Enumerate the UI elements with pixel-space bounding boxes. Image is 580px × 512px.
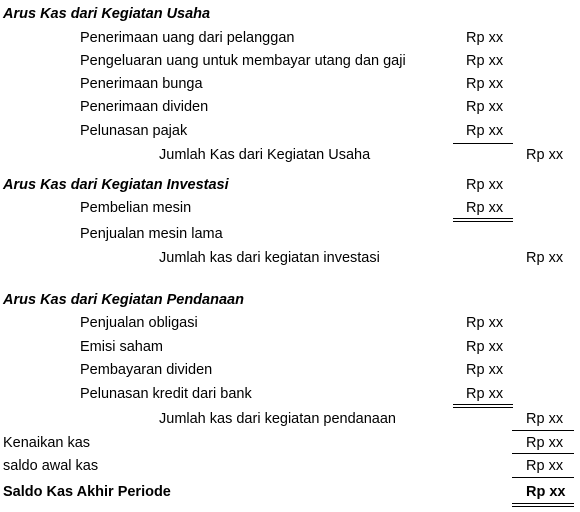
investing-title-amount: Rp xx [466, 177, 504, 193]
operating-item-amount: Rp xx [466, 30, 504, 46]
financing-total-amount: Rp xx [526, 411, 564, 427]
operating-item-amount: Rp xx [466, 99, 504, 115]
operating-item-label: Penerimaan uang dari pelanggan [80, 30, 295, 46]
investing-item-label: Pembelian mesin [80, 200, 192, 216]
operating-item-row [0, 51, 580, 71]
operating-item-label: Penerimaan bunga [80, 76, 203, 92]
financing-item-label: Emisi saham [80, 339, 163, 355]
investing-total-amount: Rp xx [526, 250, 564, 266]
increase-rule [512, 453, 574, 454]
investing-section-title: Arus Kas dari Kegiatan Investasi [3, 177, 229, 193]
financing-item-amount: Rp xx [466, 386, 504, 402]
investing-total-label: Jumlah kas dari kegiatan investasi [159, 250, 380, 266]
operating-item-amount: Rp xx [466, 53, 504, 69]
financing-subtotal-rule-top [453, 404, 513, 405]
financing-item-label: Pembayaran dividen [80, 362, 213, 378]
financing-item-label: Pelunasan kredit dari bank [80, 386, 252, 402]
operating-item-row [0, 121, 580, 141]
closing-balance-amount: Rp xx [526, 484, 566, 500]
increase-label: Kenaikan kas [3, 435, 91, 451]
financing-item-amount: Rp xx [466, 315, 504, 331]
investing-item-label: Penjualan mesin lama [80, 226, 223, 242]
financing-subtotal-rule-bottom [453, 407, 513, 408]
opening-balance-label: saldo awal kas [3, 458, 99, 474]
operating-item-amount: Rp xx [466, 123, 504, 139]
operating-item-row [0, 74, 580, 94]
operating-total-amount: Rp xx [526, 147, 564, 163]
financing-item-row [0, 360, 580, 380]
increase-row [0, 433, 580, 453]
financing-item-row [0, 337, 580, 357]
financing-item-amount: Rp xx [466, 339, 504, 355]
investing-subtotal-rule-top [453, 218, 513, 219]
financing-item-label: Penjualan obligasi [80, 315, 198, 331]
financing-total-label: Jumlah kas dari kegiatan pendanaan [159, 411, 396, 427]
closing-balance-row [0, 482, 580, 502]
operating-subtotal-rule [453, 143, 513, 144]
financing-item-row [0, 313, 580, 333]
opening-balance-row [0, 456, 580, 476]
operating-item-amount: Rp xx [466, 76, 504, 92]
operating-item-row [0, 28, 580, 48]
financing-section-title: Arus Kas dari Kegiatan Pendanaan [3, 292, 244, 308]
investing-total-row [0, 248, 580, 268]
increase-amount: Rp xx [526, 435, 564, 451]
operating-item-row [0, 97, 580, 117]
financing-item-amount: Rp xx [466, 362, 504, 378]
investing-item-row [0, 224, 580, 244]
closing-rule-bottom [512, 506, 574, 507]
closing-rule-top [512, 503, 574, 504]
operating-section-title: Arus Kas dari Kegiatan Usaha [3, 6, 211, 22]
financing-section-header [0, 290, 580, 310]
operating-item-label: Penerimaan dividen [80, 99, 209, 115]
summary-top-rule [512, 430, 574, 431]
operating-total-row [0, 145, 580, 165]
closing-balance-label: Saldo Kas Akhir Periode [3, 484, 171, 500]
operating-total-label: Jumlah Kas dari Kegiatan Usaha [159, 147, 371, 163]
investing-item-row [0, 198, 580, 218]
investing-section-header [0, 175, 580, 195]
operating-item-label: Pengeluaran uang untuk membayar utang dan gaji [80, 53, 406, 69]
operating-section-header [0, 4, 580, 24]
operating-item-label: Pelunasan pajak [80, 123, 188, 139]
investing-subtotal-rule-bottom [453, 221, 513, 222]
opening-balance-amount: Rp xx [526, 458, 564, 474]
investing-item-amount: Rp xx [466, 200, 504, 216]
financing-total-row [0, 409, 580, 429]
financing-item-row [0, 384, 580, 404]
opening-balance-rule [512, 477, 574, 478]
